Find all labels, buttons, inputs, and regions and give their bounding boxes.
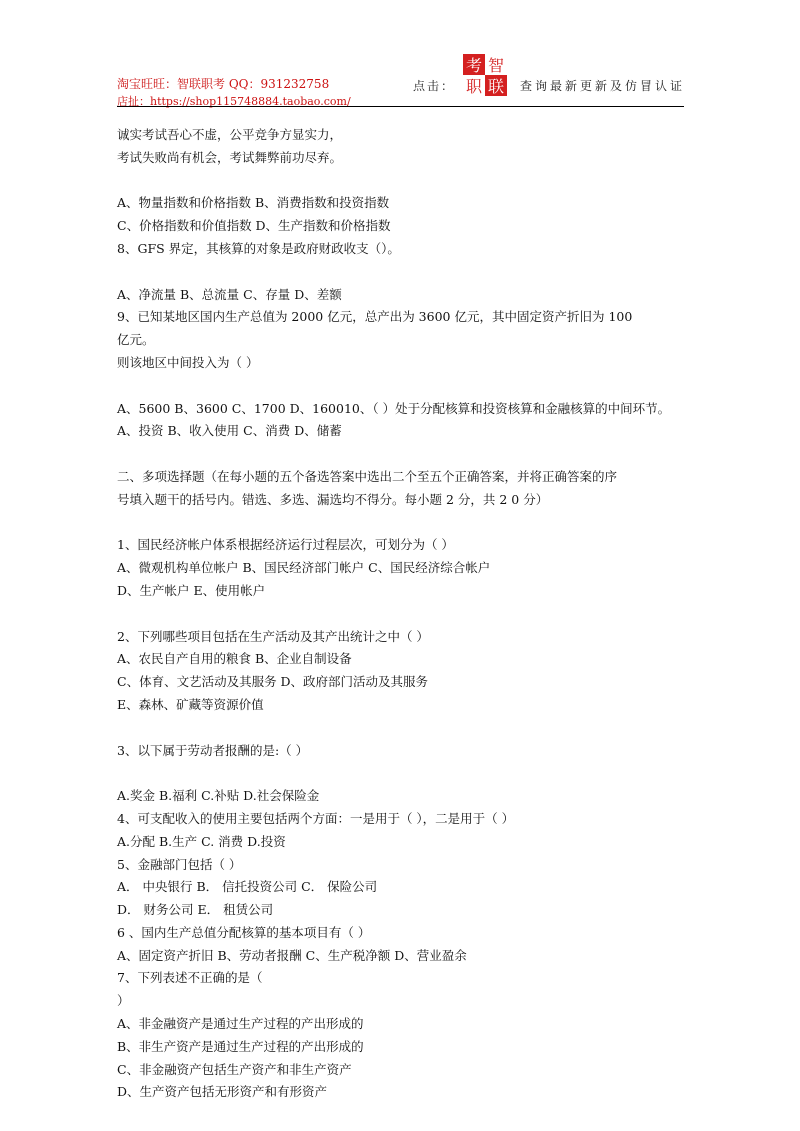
shop-info [117,76,351,110]
text-line: 1、国民经济帐户体系根据经济运行过程层次，可划分为（ ） [117,537,454,553]
text-line: 亿元。 [117,332,155,348]
text-line: 2、下列哪些项目包括在生产活动及其产出统计之中（ ） [117,628,429,644]
text-line: 3、以下属于劳动者报酬的是:（ ） [117,742,309,758]
text-line: 则该地区中间投入为（ ） [117,354,259,370]
click-label: 点击： [413,79,456,93]
blank-line [117,717,685,740]
text-line: C、价格指数和价值指数 D、生产指数和价格指数 [117,218,391,234]
text-line: 9、已知某地区国内生产总值为 2000 亿元，总产出为 3600 亿元，其中固定资产折旧为 100 [117,309,633,325]
text-line: 7、下列表述不正确的是（ [117,970,263,986]
blank-line [117,762,685,785]
text-line: A、净流量 B、总流量 C、存量 D、差额 [117,286,342,302]
page-header [117,48,684,110]
text-line: A、固定资产折旧 B、劳动者报酬 C、生产税净额 D、营业盈余 [117,947,467,963]
blank-line [117,512,685,535]
header-tagline: 查询最新更新及仿冒认证 [520,79,686,93]
blank-line [117,443,685,466]
text-line: C、非金融资产包括生产资产和非生产资产 [117,1061,352,1077]
blank-line [117,603,685,626]
text-line: A． 中央银行 B． 信托投资公司 C． 保险公司 [117,879,378,895]
text-line: A、农民自产自用的粮食 B、企业自制设备 [117,651,352,667]
blank-line [117,261,685,284]
text-line: 8、GFS 界定，其核算的对象是政府财政收支（）。 [117,240,400,256]
blank-line [117,170,685,193]
blank-line [117,375,685,398]
text-line: A、微观机构单位帐户 B、国民经济部门帐户 C、国民经济综合帐户 [117,560,491,576]
text-line: 6 、国内生产总值分配核算的基本项目有（ ） [117,924,371,940]
text-line: C、体育、文艺活动及其服务 D、政府部门活动及其服务 [117,674,429,690]
text-line: 考试失败尚有机会，考试舞弊前功尽弃。 [117,149,343,165]
text-line: A.分配 B.生产 C. 消费 D.投资 [117,833,286,849]
header-divider [117,106,684,107]
text-line: 诚实考试吾心不虚，公平竞争方显实力， [117,127,343,142]
shop-url-link[interactable]: 店扯：https://shop115748884.taobao.com/ [117,95,351,108]
text-line: 二、多项选择题（在每小题的五个备选答案中选出二个至五个正确答案，并将正确答案的序 [117,468,618,484]
text-line: A.奖金 B.福利 C.补贴 D.社会保险金 [117,788,320,804]
text-line: ） [117,993,130,1009]
text-line: A、非金融资产是通过生产过程的产出形成的 [117,1016,364,1032]
text-line: D、生产帐户 E、使用帐户 [117,582,266,598]
shop-contact-line: 淘宝旺旺：智联职考 QQ：931232758 [117,77,330,91]
text-line: D、生产资产包括无形资产和有形资产 [117,1084,328,1100]
text-line: A、投资 B、收入使用 C、消费 D、储蓄 [117,423,342,439]
svg-text:职: 职 [465,77,483,96]
text-line: 4、可支配收入的使用主要包括两个方面：一是用于（ ），二是用于（ ） [117,810,515,826]
text-line: A、5600 B、3600 C、1700 D、160010、（ ）处于分配核算和投资核算和金融核算的中间环节。 [117,400,671,416]
text-line: D． 财务公司 E． 租赁公司 [117,902,274,918]
text-line: B、非生产资产是通过生产过程的产出形成的 [117,1038,364,1054]
svg-text:考: 考 [465,56,483,75]
text-line: 号填入题干的括号内。错选、多选、漏选均不得分。每小题 2 分，共 2 0 分） [117,491,549,507]
zhilian-logo-icon[interactable] [463,54,507,96]
text-line: E、森林、矿藏等资源价值 [117,696,264,712]
text-line: A、物量指数和价格指数 B、消费指数和投资指数 [117,195,390,211]
document-body [117,124,685,1104]
text-line: 5、金融部门包括（ ） [117,856,242,872]
svg-text:联: 联 [487,77,505,96]
svg-text:智: 智 [487,56,505,75]
